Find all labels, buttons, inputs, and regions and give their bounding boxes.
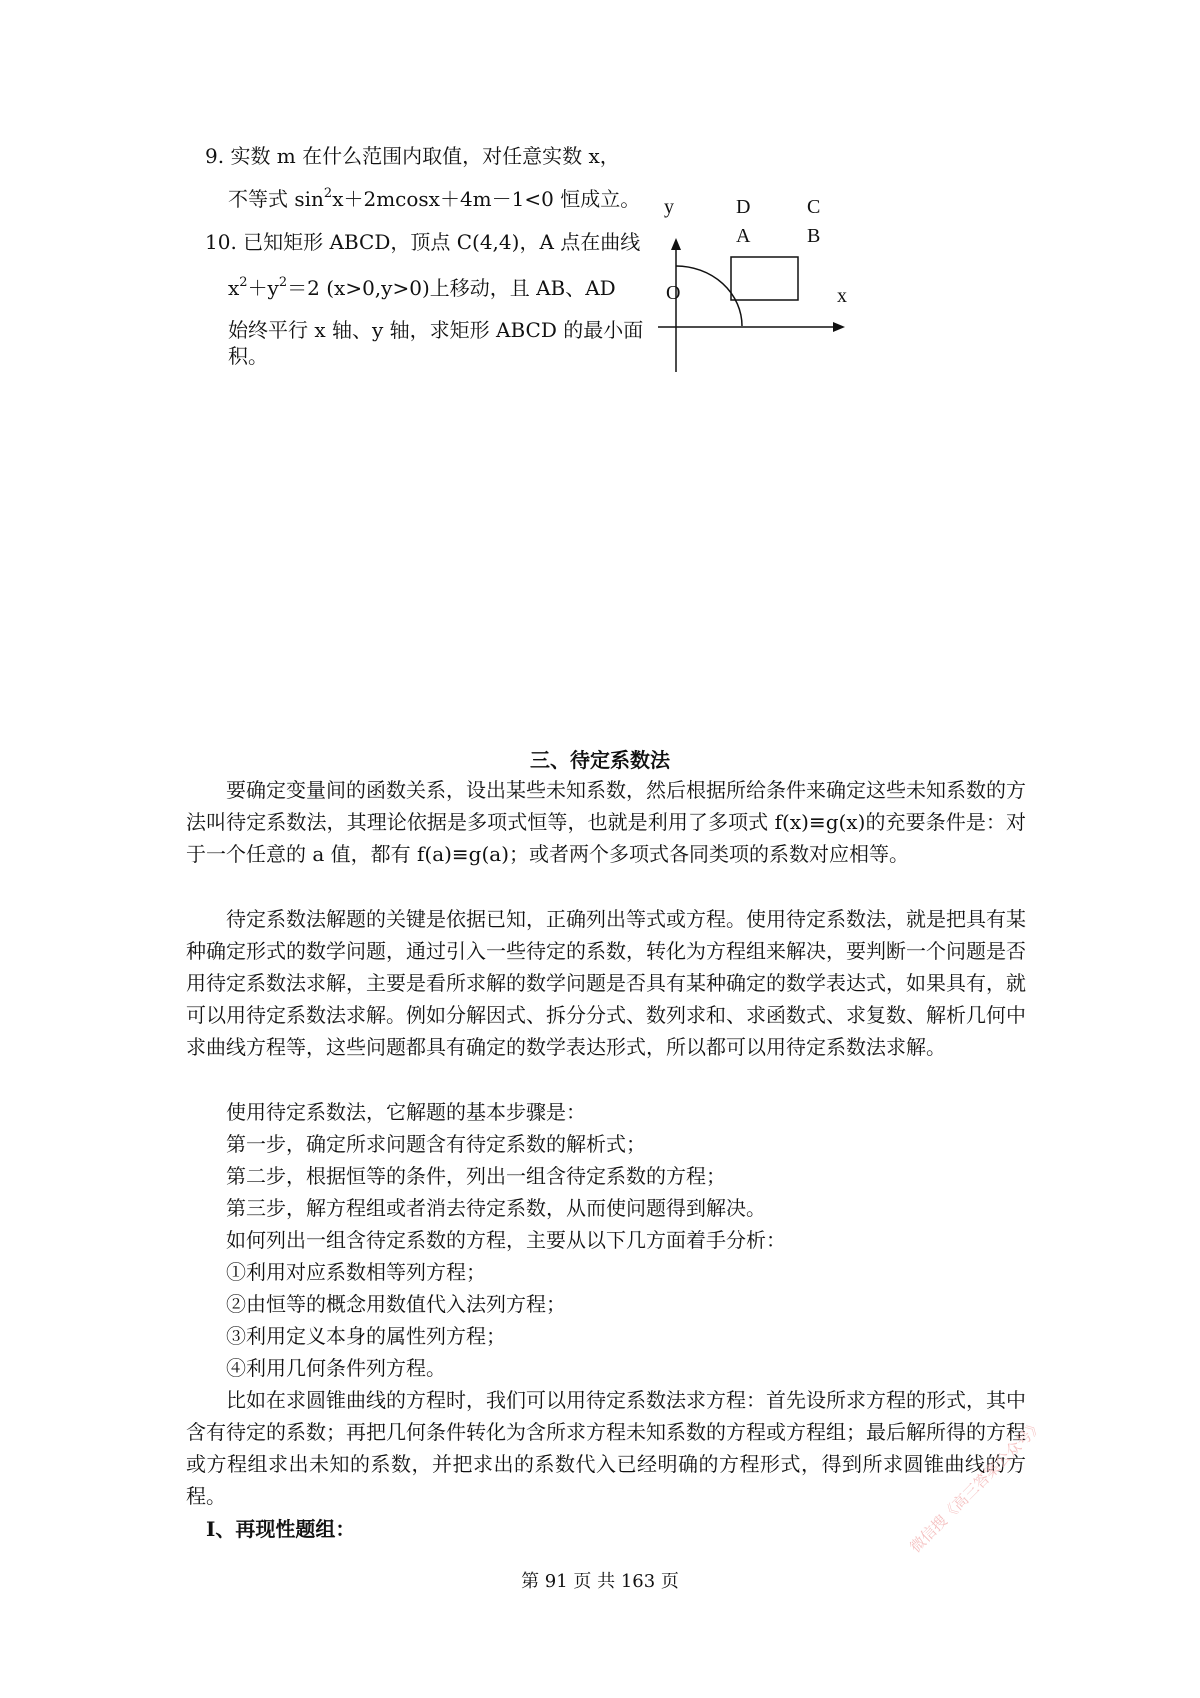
p9-superscript: 2 <box>323 186 333 201</box>
figure-drawing <box>650 235 860 375</box>
method-4: ④利用几何条件列方程。 <box>226 1356 446 1380</box>
figure-label-c: C <box>807 196 821 218</box>
methods-intro: 如何列出一组含待定系数的方程，主要从以下几方面着手分析： <box>226 1228 786 1252</box>
p10-text-c: ＝2 (x>0,y>0)上移动，且 AB、AD <box>287 276 616 300</box>
step-3: 第三步，解方程组或者消去待定系数，从而使问题得到解决。 <box>226 1196 766 1220</box>
problem-9-line-1: 9. 实数 m 在什么范围内取值，对任意实数 x， <box>205 144 620 168</box>
figure-label-o: O <box>666 282 681 304</box>
method-1: ①利用对应系数相等列方程； <box>226 1260 486 1284</box>
figure-label-y: y <box>664 196 674 218</box>
problem-10-line-3: 始终平行 x 轴、y 轴，求矩形 ABCD 的最小面 <box>228 318 644 342</box>
y-axis-arrow <box>671 238 681 250</box>
paragraph-2: 待定系数法解题的关键是依据已知，正确列出等式或方程。使用待定系数法，就是把具有某种确定形式的数学问题，通过引入一些待定的系数，转化为方程组来解决，要判断一个问题是否用待定系数法求解，主要是看所求解的数学问题是否具有某种确定的数学表达式，如果具有，就可以用待定系数法求解。例如分解因式、拆分分式、数列求和、求函数式、求复数、解析几何中求曲线方程等，这些问题都具有确定的数学表达形式，所以都可以用待定系数法求解。 <box>186 907 1026 1059</box>
figure-label-d: D <box>736 196 751 218</box>
steps-intro: 使用待定系数法，它解题的基本步骤是： <box>226 1100 586 1124</box>
figure-label-b: B <box>807 225 821 247</box>
figure-label-x: x <box>837 285 847 307</box>
p10-superscript-1: 2 <box>239 275 248 290</box>
problem-10-line-2 <box>228 272 616 301</box>
watermark: 微信搜《高三答案公众号》 <box>906 1416 1047 1557</box>
problem-10-line-4: 积。 <box>228 344 268 368</box>
step-2: 第二步，根据恒等的条件，列出一组含待定系数的方程； <box>226 1164 726 1188</box>
problem-9-line-2 <box>228 183 640 212</box>
p9-text-a: 不等式 sin <box>228 187 324 211</box>
quarter-circle-arc <box>676 266 742 326</box>
p10-superscript-2: 2 <box>278 275 288 290</box>
page-footer: 第 91 页 共 163 页 <box>521 1571 679 1592</box>
method-3: ③利用定义本身的属性列方程； <box>226 1324 506 1348</box>
figure-label-a: A <box>736 225 751 247</box>
paragraph-3: 比如在求圆锥曲线的方程时，我们可以用待定系数法求方程：首先设所求方程的形式，其中含有待定的系数；再把几何条件转化为含所求方程未知系数的方程或方程组；最后解所得的方程或方程组求出未知的系数，并把求出的系数代入已经明确的方程形式，得到所求圆锥曲线的方程。 <box>186 1388 1026 1508</box>
group-title: Ⅰ、再现性题组： <box>206 1517 356 1541</box>
problem-10-line-1: 10. 已知矩形 ABCD，顶点 C(4,4)，A 点在曲线 <box>205 230 641 254</box>
p10-text-a: x <box>228 276 240 300</box>
p10-text-b: ＋y <box>247 276 279 300</box>
rectangle-abcd <box>731 257 798 300</box>
step-1: 第一步，确定所求问题含有待定系数的解析式； <box>226 1132 646 1156</box>
x-axis-arrow <box>833 322 845 332</box>
paragraph-1-text: 要确定变量间的函数关系，设出某些未知系数，然后根据所给条件来确定这些未知系数的方法叫待定系数法，其理论依据是多项式恒等，也就是利用了多项式 f(x)≡g(x)的充要条件是：对于一个任意的 a 值，都有 f(a)≡g(a)；或者两个多项式各同类项的系数对应相等。 <box>186 778 1026 866</box>
method-2: ②由恒等的概念用数值代入法列方程； <box>226 1292 566 1316</box>
p9-text-b: x＋2mcosx＋4m－1<0 恒成立。 <box>332 187 641 211</box>
section-title: 三、待定系数法 <box>530 748 670 772</box>
